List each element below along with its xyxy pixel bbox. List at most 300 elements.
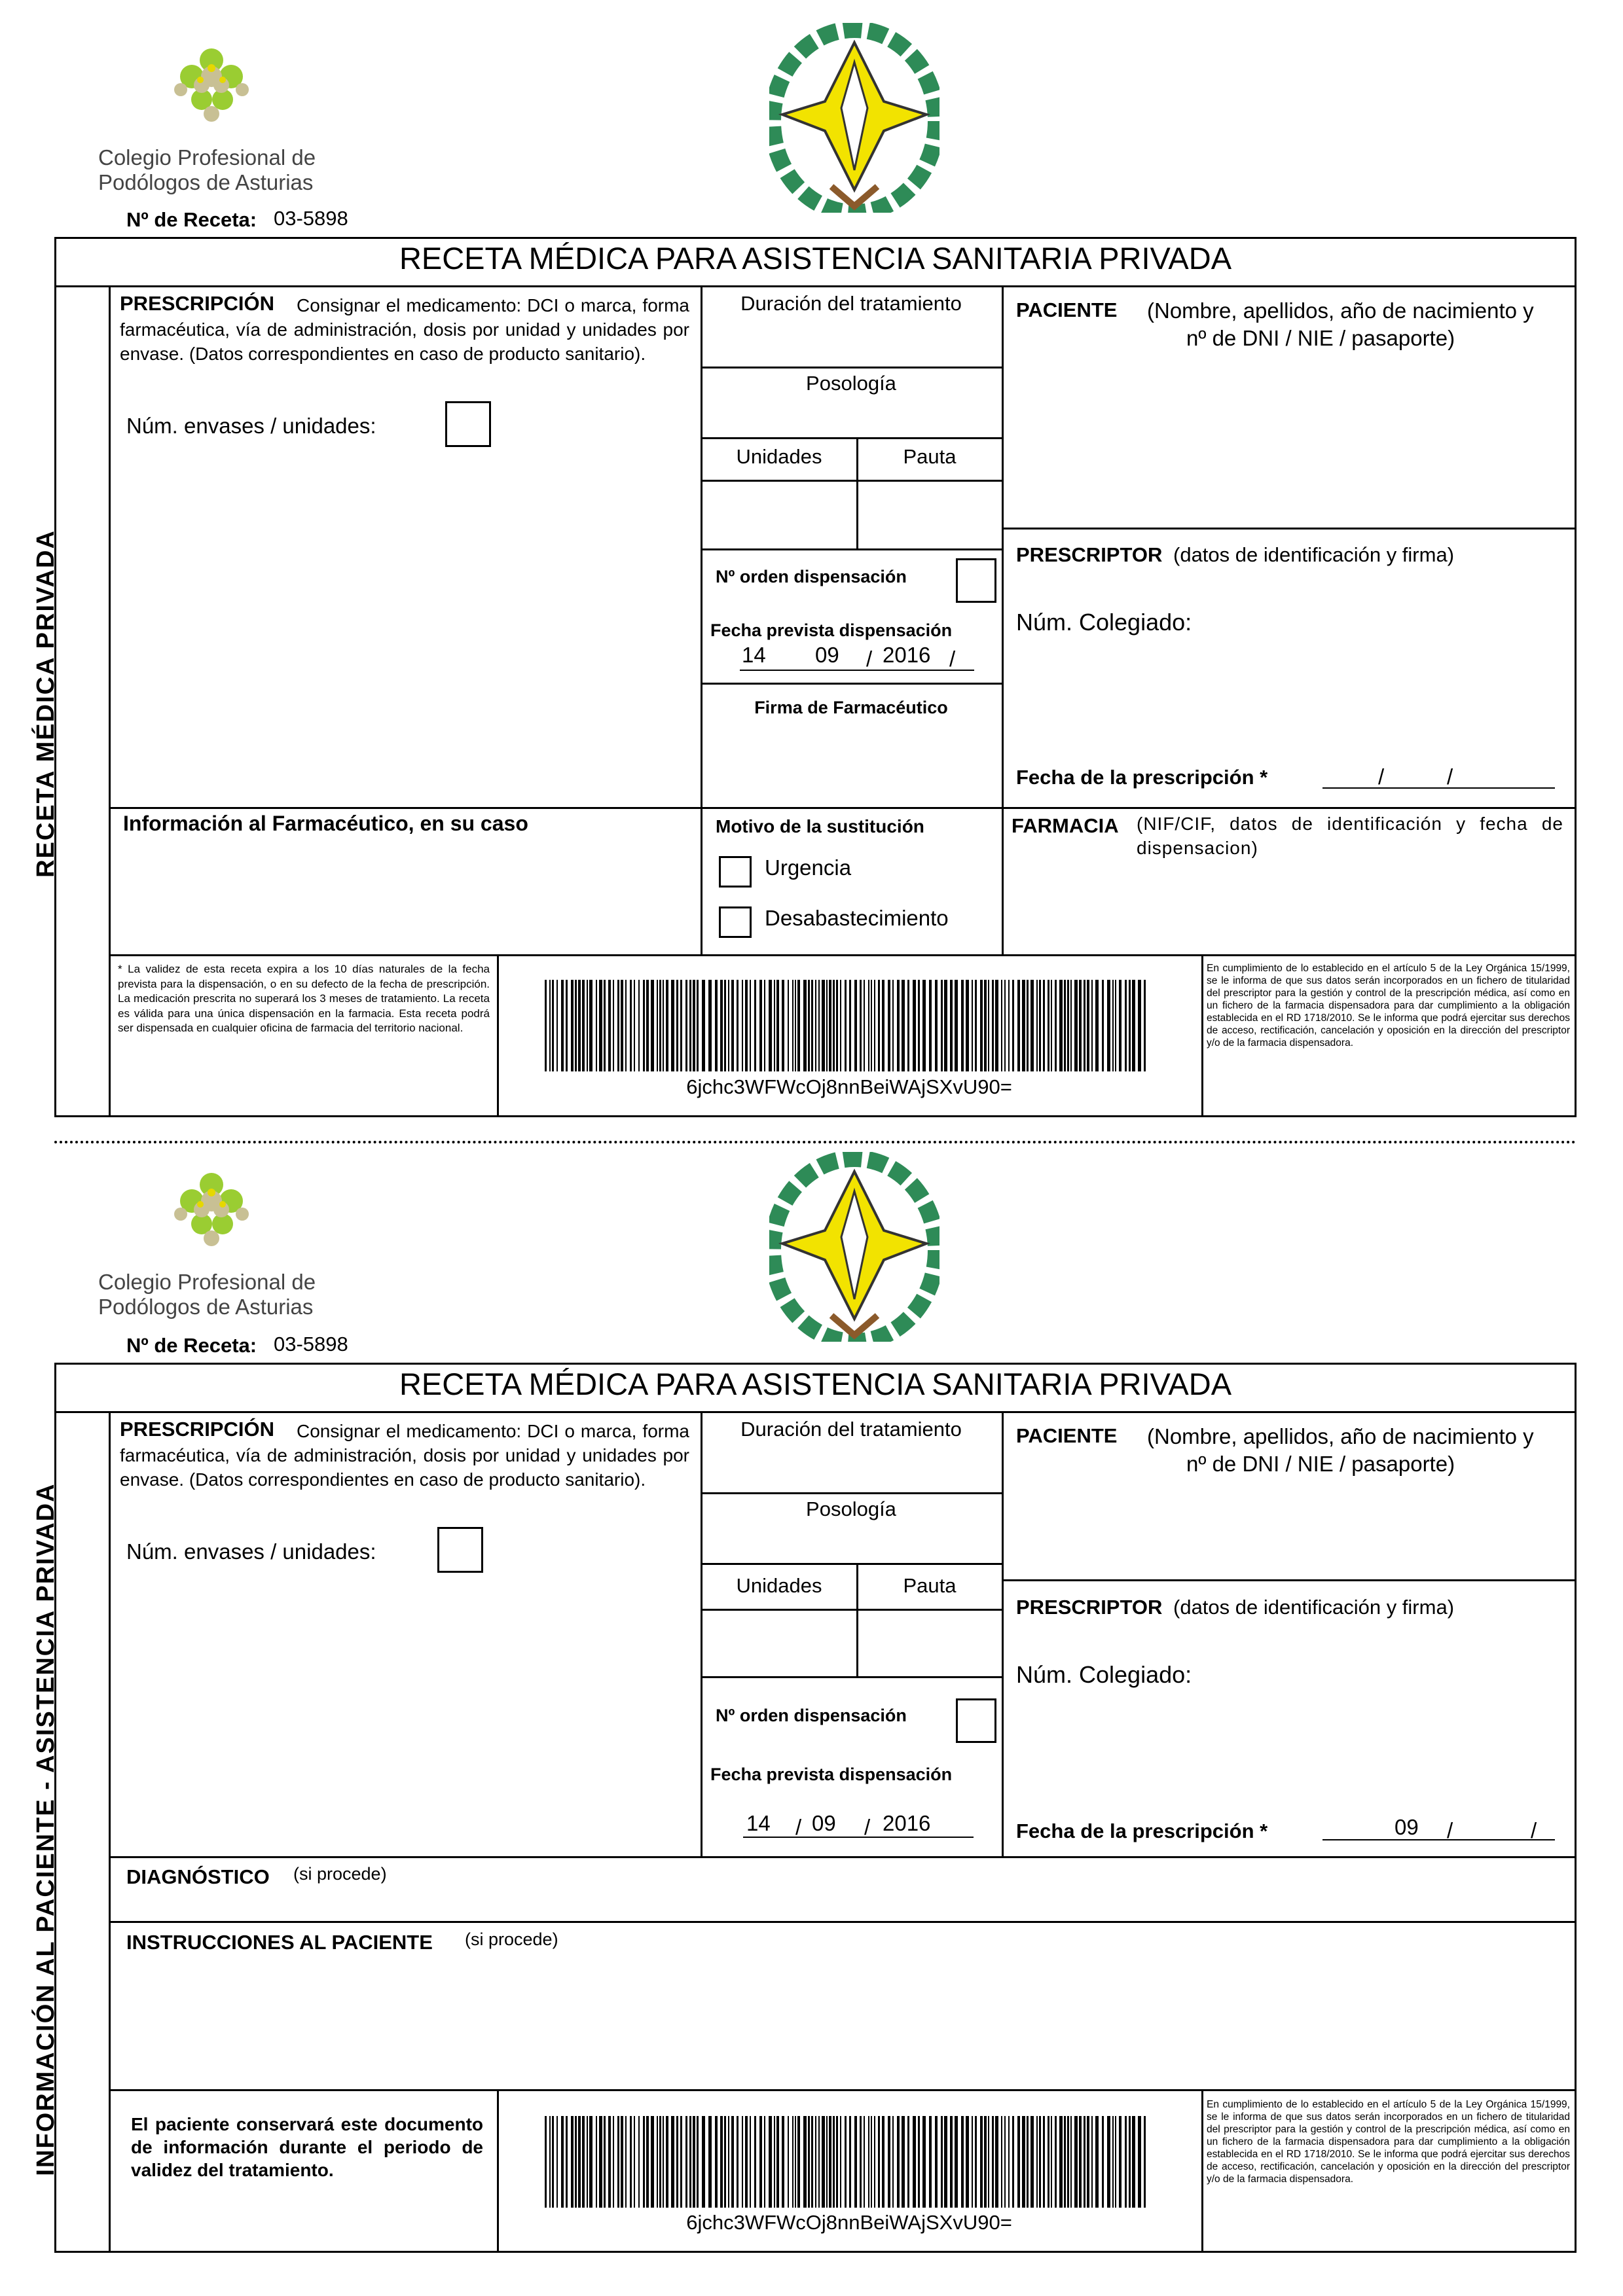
prescripcion-text: Consignar el medicamento: DCI o marca, forma farmacéutica, vía de administración, dosis por unidad y unidades por envase. (Datos correspondientes en caso de producto sanitario). <box>120 1421 689 1490</box>
barcode-bar <box>935 980 938 1071</box>
barcode-bar <box>984 2116 987 2208</box>
firma-farmaceutico-label: Firma de Farmacéutico <box>754 698 948 717</box>
barcode-bar <box>575 2116 577 2208</box>
barcode-bar <box>1084 980 1085 1071</box>
colegiado-label: Núm. Colegiado: <box>1016 609 1192 636</box>
barcode-bar <box>854 2116 857 2208</box>
barcode-bar <box>680 2116 682 2208</box>
barcode-bar <box>1008 980 1010 1071</box>
barcode-bar <box>878 980 880 1071</box>
fecha-prevista-day: 14 <box>742 643 766 667</box>
barcode-bar <box>1008 2116 1010 2208</box>
barcode-bar <box>708 980 712 1071</box>
barcode-bar <box>651 980 654 1071</box>
barcode-bar <box>680 980 682 1071</box>
barcode-bar <box>1070 980 1072 1071</box>
envases-checkbox[interactable] <box>437 1527 483 1573</box>
fecha-prescripcion-label: Fecha de la prescripción * <box>1016 1820 1268 1842</box>
barcode-bar <box>545 2116 547 2208</box>
barcode-bar <box>625 980 627 1071</box>
barcode-bar <box>750 2116 751 2208</box>
barcode-bar <box>750 980 751 1071</box>
barcode-bar <box>549 2116 551 2208</box>
side-label-paciente: INFORMACIÓN AL PACIENTE - ASISTENCIA PRIVADA <box>32 1482 60 2176</box>
barcode-bar <box>795 2116 796 2208</box>
fecha-prescripcion-slash-2: / <box>1531 1818 1537 1842</box>
unidades-label: Unidades <box>736 445 822 468</box>
barcode-bar <box>988 980 989 1071</box>
barcode-bar <box>663 980 664 1071</box>
podology-crest-icon <box>769 1152 939 1342</box>
barcode-bar <box>1055 980 1057 1071</box>
barcode-bar <box>676 980 678 1071</box>
barcode-bar <box>1115 2116 1116 2208</box>
barcode-bar <box>822 980 825 1071</box>
barcode-bar <box>776 980 779 1071</box>
fecha-slash-1: / <box>866 647 873 671</box>
podology-crest-icon <box>769 23 939 213</box>
orden-checkbox[interactable] <box>956 558 996 603</box>
envases-label: Núm. envases / unidades: <box>126 414 376 438</box>
colegiado-label: Núm. Colegiado: <box>1016 1661 1192 1688</box>
barcode-bar <box>589 2116 593 2208</box>
barcode-bar <box>659 980 661 1071</box>
paciente-text-1: (Nombre, apellidos, año de nacimiento y <box>1147 1424 1534 1448</box>
barcode-bar <box>1091 980 1093 1071</box>
barcode-bar <box>582 980 585 1071</box>
barcode-bar <box>561 980 564 1071</box>
barcode-bar <box>815 2116 816 2208</box>
barcode-bar <box>1067 980 1069 1071</box>
barcode-bar <box>571 2116 574 2208</box>
barcode-bar <box>702 2116 705 2208</box>
barcode-bar <box>1087 2116 1089 2208</box>
barcode-bar <box>868 980 869 1071</box>
fecha-prescripcion-month: 09 <box>1395 1815 1419 1839</box>
barcode-bar <box>892 2116 894 2208</box>
barcode-bar <box>992 980 994 1071</box>
fecha-slash-1: / <box>795 1815 802 1839</box>
barcode-bar <box>1144 980 1146 1071</box>
barcode-bar <box>1022 980 1025 1071</box>
barcode-bar <box>1132 980 1135 1071</box>
fecha-slash-2: / <box>949 647 956 671</box>
receta-number: 03-5898 <box>274 207 348 230</box>
barcode-bar <box>578 2116 581 2208</box>
barcode-bar <box>1043 980 1045 1071</box>
barcode-bar <box>992 2116 994 2208</box>
barcode-bar <box>1064 980 1066 1071</box>
org-name-line2: Podólogos de Asturias <box>98 1295 314 1319</box>
barcode-bar <box>1064 2116 1066 2208</box>
barcode-bar <box>826 2116 828 2208</box>
barcode-bar <box>745 980 748 1071</box>
barcode-bar <box>552 980 554 1071</box>
form-title: RECETA MÉDICA PARA ASISTENCIA SANITARIA PRIVADA <box>399 1367 1232 1401</box>
barcode-bar <box>1107 980 1110 1071</box>
barcode-bar <box>1051 2116 1052 2208</box>
pauta-label: Pauta <box>903 445 957 468</box>
barcode-bar <box>1095 2116 1099 2208</box>
barcode-bar <box>1095 980 1099 1071</box>
barcode-bar <box>676 2116 678 2208</box>
barcode-bar <box>689 980 691 1071</box>
barcode-bar <box>1030 980 1034 1071</box>
barcode <box>545 2116 1154 2208</box>
barcode-bar <box>826 980 828 1071</box>
barcode-bar <box>797 980 800 1071</box>
barcode-bar <box>878 2116 880 2208</box>
barcode-bar <box>599 2116 602 2208</box>
barcode-bar <box>1119 2116 1122 2208</box>
barcode-bar <box>728 2116 729 2208</box>
barcode-bar <box>599 980 602 1071</box>
barcode-bar <box>638 2116 640 2208</box>
barcode-bar <box>776 2116 779 2208</box>
barcode-bar <box>864 980 865 1071</box>
barcode-bar <box>822 2116 825 2208</box>
envases-checkbox[interactable] <box>445 401 491 447</box>
fecha-prevista-month: 09 <box>812 1811 836 1835</box>
barcode-bar <box>737 2116 739 2208</box>
barcode-bar <box>988 2116 989 2208</box>
barcode-bar <box>1012 2116 1014 2208</box>
barcode-bar <box>984 980 987 1071</box>
barcode-bar <box>604 2116 606 2208</box>
farmacia-text: (NIF/CIF, datos de identificación y fecha de dispensacion) <box>1137 814 1563 858</box>
barcode-bar <box>666 2116 668 2208</box>
barcode-bar <box>897 2116 900 2208</box>
barcode-bar <box>769 980 772 1071</box>
paciente-text-2: nº de DNI / NIE / pasaporte) <box>1186 326 1455 350</box>
barcode-bar <box>731 2116 734 2208</box>
barcode-bar <box>724 980 726 1071</box>
barcode-bar <box>1125 2116 1127 2208</box>
barcode-bar <box>803 980 807 1071</box>
barcode-bar <box>854 980 857 1071</box>
barcode-bar <box>803 2116 807 2208</box>
receta-number-label: Nº de Receta: <box>126 208 257 231</box>
barcode-bar <box>980 2116 983 2208</box>
barcode-bar <box>556 980 558 1071</box>
unidades-label: Unidades <box>736 1574 822 1597</box>
barcode-bar <box>742 2116 743 2208</box>
paciente-note: El paciente conservará este documento de información durante el periodo de validez del tratamiento. <box>131 2114 483 2180</box>
barcode-bar <box>685 980 687 1071</box>
duracion-label: Duración del tratamiento <box>740 292 962 315</box>
barcode-bar <box>995 980 998 1071</box>
fecha-prevista-year: 2016 <box>883 1811 931 1835</box>
barcode-bar <box>913 2116 916 2208</box>
barcode-bar <box>1091 2116 1093 2208</box>
posologia-label: Posología <box>806 1498 896 1520</box>
barcode-bar <box>720 980 723 1071</box>
barcode-bar <box>788 2116 789 2208</box>
barcode-bar <box>833 2116 835 2208</box>
barcode-bar <box>1012 980 1014 1071</box>
barcode-bar <box>1030 2116 1034 2208</box>
orden-checkbox[interactable] <box>956 1698 996 1743</box>
barcode-bar <box>566 2116 568 2208</box>
fecha-prevista-year: 2016 <box>883 643 931 667</box>
barcode-bar <box>845 2116 847 2208</box>
barcode-bar <box>617 2116 619 2208</box>
barcode-bar <box>1036 980 1038 1071</box>
barcode-bar <box>638 980 640 1071</box>
barcode-bar <box>961 980 964 1071</box>
fecha-prevista-label: Fecha prevista dispensación <box>710 620 953 640</box>
barcode-bar <box>556 2116 558 2208</box>
barcode-bar <box>833 980 835 1071</box>
barcode-bar <box>663 2116 664 2208</box>
barcode-bar <box>829 980 831 1071</box>
barcode-bar <box>950 980 953 1071</box>
flower-logo-icon <box>162 41 261 126</box>
barcode-bar <box>764 980 765 1071</box>
motivo-sustitucion-label: Motivo de la sustitución <box>716 816 924 836</box>
instrucciones-label: INSTRUCCIONES AL PACIENTE <box>126 1931 433 1954</box>
barcode-bar <box>1084 2116 1085 2208</box>
barcode <box>545 980 1154 1071</box>
barcode-bar <box>596 980 597 1071</box>
barcode-bar <box>643 2116 645 2208</box>
barcode-bar <box>1115 980 1116 1071</box>
paciente-text-2: nº de DNI / NIE / pasaporte) <box>1186 1452 1455 1476</box>
barcode-bar <box>818 2116 820 2208</box>
barcode-bar <box>907 2116 909 2208</box>
side-label-receta: RECETA MÉDICA PRIVADA <box>32 529 60 878</box>
fecha-prescripcion-slash-1: / <box>1447 1818 1453 1842</box>
barcode-bar <box>1059 2116 1063 2208</box>
barcode-bar <box>646 2116 649 2208</box>
barcode-bar <box>902 2116 905 2208</box>
college-logo-2 <box>98 1165 386 1322</box>
orden-label: Nº orden dispensación <box>716 1706 907 1725</box>
barcode-bar <box>871 980 872 1071</box>
barcode-bar <box>1048 980 1049 1071</box>
barcode-bar <box>608 980 611 1071</box>
barcode-bar <box>634 2116 635 2208</box>
legal-text: En cumplimiento de lo establecido en el artículo 5 de la Ley Orgánica 15/1999, se le informa de que sus datos serán incorporados en un fichero de titularidad del prescriptor para la gestión y control de la prescripción médica, así como en un fichero de la farmacia dispensadora para dar cumplimiento a la obligación establecida en el RD 1718/2010. Se le informa que podrá ejercitar sus derechos de acceso, rectificación, cancelación y oposición en la dirección del prescriptor y/o de la farmacia dispensadora. <box>1207 2099 1570 2185</box>
barcode-bar <box>972 2116 973 2208</box>
barcode-bar <box>1004 2116 1006 2208</box>
barcode-bar <box>892 980 894 1071</box>
barcode-bar <box>708 2116 712 2208</box>
prescriptor-text: (datos de identificación y firma) <box>1173 543 1455 566</box>
desabastecimiento-checkbox[interactable] <box>719 906 752 938</box>
barcode-bar <box>902 980 905 1071</box>
barcode-bar <box>795 980 796 1071</box>
barcode-bar <box>1112 980 1114 1071</box>
barcode-bar <box>587 980 588 1071</box>
barcode-bar <box>1067 2116 1069 2208</box>
college-logo <box>98 41 386 198</box>
org-name-line1: Colegio Profesional de <box>98 1270 316 1294</box>
barcode-bar <box>561 2116 564 2208</box>
form-title: RECETA MÉDICA PARA ASISTENCIA SANITARIA PRIVADA <box>399 241 1232 276</box>
org-name-line2: Podólogos de Asturias <box>98 170 314 194</box>
barcode-bar <box>849 2116 851 2208</box>
barcode-bar <box>1132 2116 1135 2208</box>
barcode-bar <box>549 980 551 1071</box>
barcode-bar <box>552 2116 554 2208</box>
barcode-bar <box>782 980 784 1071</box>
paciente-label: PACIENTE <box>1016 1424 1118 1447</box>
barcode-bar <box>849 980 851 1071</box>
fecha-prevista-label: Fecha prevista dispensación <box>710 1765 953 1784</box>
barcode-bar <box>578 980 581 1071</box>
prescriptor-label: PRESCRIPTOR <box>1016 1596 1163 1619</box>
fecha-prescripcion-slash-2: / <box>1447 764 1453 789</box>
barcode-bar <box>724 2116 726 2208</box>
barcode-bar <box>882 980 884 1071</box>
desabastecimiento-label: Desabastecimiento <box>765 906 949 930</box>
barcode-bar <box>907 980 909 1071</box>
barcode-bar <box>918 980 920 1071</box>
barcode-bar <box>617 980 619 1071</box>
barcode-bar <box>811 2116 813 2208</box>
barcode-bar <box>657 980 658 1071</box>
barcode-bar <box>966 2116 969 2208</box>
prescripcion-label: PRESCRIPCIÓN <box>120 292 274 315</box>
barcode-bar <box>922 980 926 1071</box>
barcode-bar <box>742 980 743 1071</box>
barcode-bar <box>728 980 729 1071</box>
receta-number-label: Nº de Receta: <box>126 1334 257 1357</box>
barcode-bar <box>759 2116 762 2208</box>
barcode-bar <box>545 980 547 1071</box>
barcode-bar <box>582 2116 585 2208</box>
barcode-bar <box>874 2116 875 2208</box>
barcode-bar <box>1001 980 1002 1071</box>
farmacia-label: FARMACIA <box>1012 814 1119 837</box>
barcode-bar <box>1055 2116 1057 2208</box>
barcode-bar <box>604 980 606 1071</box>
barcode-bar <box>918 2116 920 2208</box>
barcode-bar <box>1107 2116 1110 2208</box>
barcode-bar <box>913 980 916 1071</box>
barcode-bar <box>613 980 614 1071</box>
barcode-bar <box>693 980 695 1071</box>
barcode-bar <box>737 980 739 1071</box>
prescripcion-label: PRESCRIPCIÓN <box>120 1418 274 1441</box>
fecha-prescripcion-slash-1: / <box>1378 764 1385 789</box>
barcode-bar <box>929 980 932 1071</box>
posologia-label: Posología <box>806 372 896 395</box>
barcode-bar <box>589 980 593 1071</box>
barcode-bar <box>922 2116 926 2208</box>
barcode-bar <box>941 2116 943 2208</box>
barcode-bar <box>995 2116 998 2208</box>
urgencia-checkbox[interactable] <box>719 856 752 888</box>
barcode-bar <box>871 2116 872 2208</box>
barcode-text: 6jchc3WFWcOj8nnBeiWAjSXvU90= <box>686 2211 1012 2234</box>
barcode-bar <box>840 2116 841 2208</box>
barcode-bar <box>888 2116 890 2208</box>
barcode-bar <box>1144 2116 1146 2208</box>
barcode-bar <box>874 980 875 1071</box>
diagnostico-label: DIAGNÓSTICO <box>126 1865 270 1888</box>
barcode-bar <box>625 2116 627 2208</box>
envases-label: Núm. envases / unidades: <box>126 1539 376 1564</box>
barcode-bar <box>571 980 574 1071</box>
barcode-text: 6jchc3WFWcOj8nnBeiWAjSXvU90= <box>686 1075 1012 1098</box>
barcode-bar <box>596 2116 597 2208</box>
barcode-bar <box>860 980 862 1071</box>
barcode-bar <box>731 980 734 1071</box>
barcode-bar <box>671 980 674 1071</box>
barcode-bar <box>657 2116 658 2208</box>
barcode-bar <box>659 2116 661 2208</box>
barcode-bar <box>929 2116 932 2208</box>
legal-text: En cumplimiento de lo establecido en el artículo 5 de la Ley Orgánica 15/1999, se le informa de que sus datos serán incorporados en un fichero de titularidad del prescriptor para la gestión y control de la prescripción médica, así como en un fichero de la farmacia dispensadora para dar cumplimiento a la obligación establecida en el RD 1718/2010. Se le informa que podrá ejercitar sus derechos de acceso, rectificación, cancelación y oposición en la dirección del prescriptor y/o de la farmacia dispensadora. <box>1207 963 1570 1049</box>
barcode-bar <box>1119 980 1122 1071</box>
prescripcion-text: Consignar el medicamento: DCI o marca, forma farmacéutica, vía de administración, dosis por unidad y unidades por envase. (Datos correspondientes en caso de producto sanitario). <box>120 295 689 364</box>
barcode-bar <box>797 2116 800 2208</box>
duracion-label: Duración del tratamiento <box>740 1418 962 1441</box>
instrucciones-note: (si procede) <box>465 1929 558 1949</box>
barcode-bar <box>1036 2116 1038 2208</box>
fecha-prescripcion-label: Fecha de la prescripción * <box>1016 766 1268 789</box>
cut-line <box>54 1141 1577 1143</box>
barcode-bar <box>774 980 775 1071</box>
barcode-bar <box>1017 980 1020 1071</box>
barcode-bar <box>630 2116 632 2208</box>
barcode-bar <box>975 980 977 1071</box>
barcode-bar <box>1043 2116 1045 2208</box>
org-name-line1: Colegio Profesional de <box>98 145 316 170</box>
barcode-bar <box>888 980 890 1071</box>
barcode-bar <box>1022 2116 1025 2208</box>
barcode-bar <box>754 2116 756 2208</box>
barcode-bar <box>972 980 973 1071</box>
barcode-bar <box>685 2116 687 2208</box>
barcode-bar <box>792 980 793 1071</box>
barcode-bar <box>868 2116 869 2208</box>
barcode-bar <box>613 2116 614 2208</box>
urgencia-label: Urgencia <box>765 855 852 880</box>
barcode-bar <box>1027 2116 1029 2208</box>
barcode-bar <box>608 2116 611 2208</box>
barcode-bar <box>1079 2116 1082 2208</box>
fecha-prevista-day: 14 <box>746 1811 771 1835</box>
barcode-bar <box>829 2116 831 2208</box>
barcode-bar <box>840 980 841 1071</box>
barcode-bar <box>1039 2116 1041 2208</box>
barcode-bar <box>897 980 900 1071</box>
barcode-bar <box>702 980 705 1071</box>
barcode-bar <box>693 2116 695 2208</box>
barcode-bar <box>944 2116 947 2208</box>
barcode-bar <box>689 2116 691 2208</box>
barcode-bar <box>651 2116 654 2208</box>
paciente-text-1: (Nombre, apellidos, año de nacimiento y <box>1147 298 1534 323</box>
barcode-bar <box>1138 2116 1141 2208</box>
barcode-bar <box>808 2116 810 2208</box>
paciente-label: PACIENTE <box>1016 298 1118 321</box>
barcode-bar <box>944 980 947 1071</box>
barcode-bar <box>1074 980 1078 1071</box>
barcode-bar <box>634 980 635 1071</box>
barcode-bar <box>671 2116 674 2208</box>
barcode-bar <box>630 980 632 1071</box>
barcode-bar <box>1125 980 1127 1071</box>
barcode-bar <box>1048 2116 1049 2208</box>
barcode-bar <box>836 2116 838 2208</box>
barcode-bar <box>774 2116 775 2208</box>
barcode-bar <box>1017 2116 1020 2208</box>
barcode-bar <box>745 2116 748 2208</box>
